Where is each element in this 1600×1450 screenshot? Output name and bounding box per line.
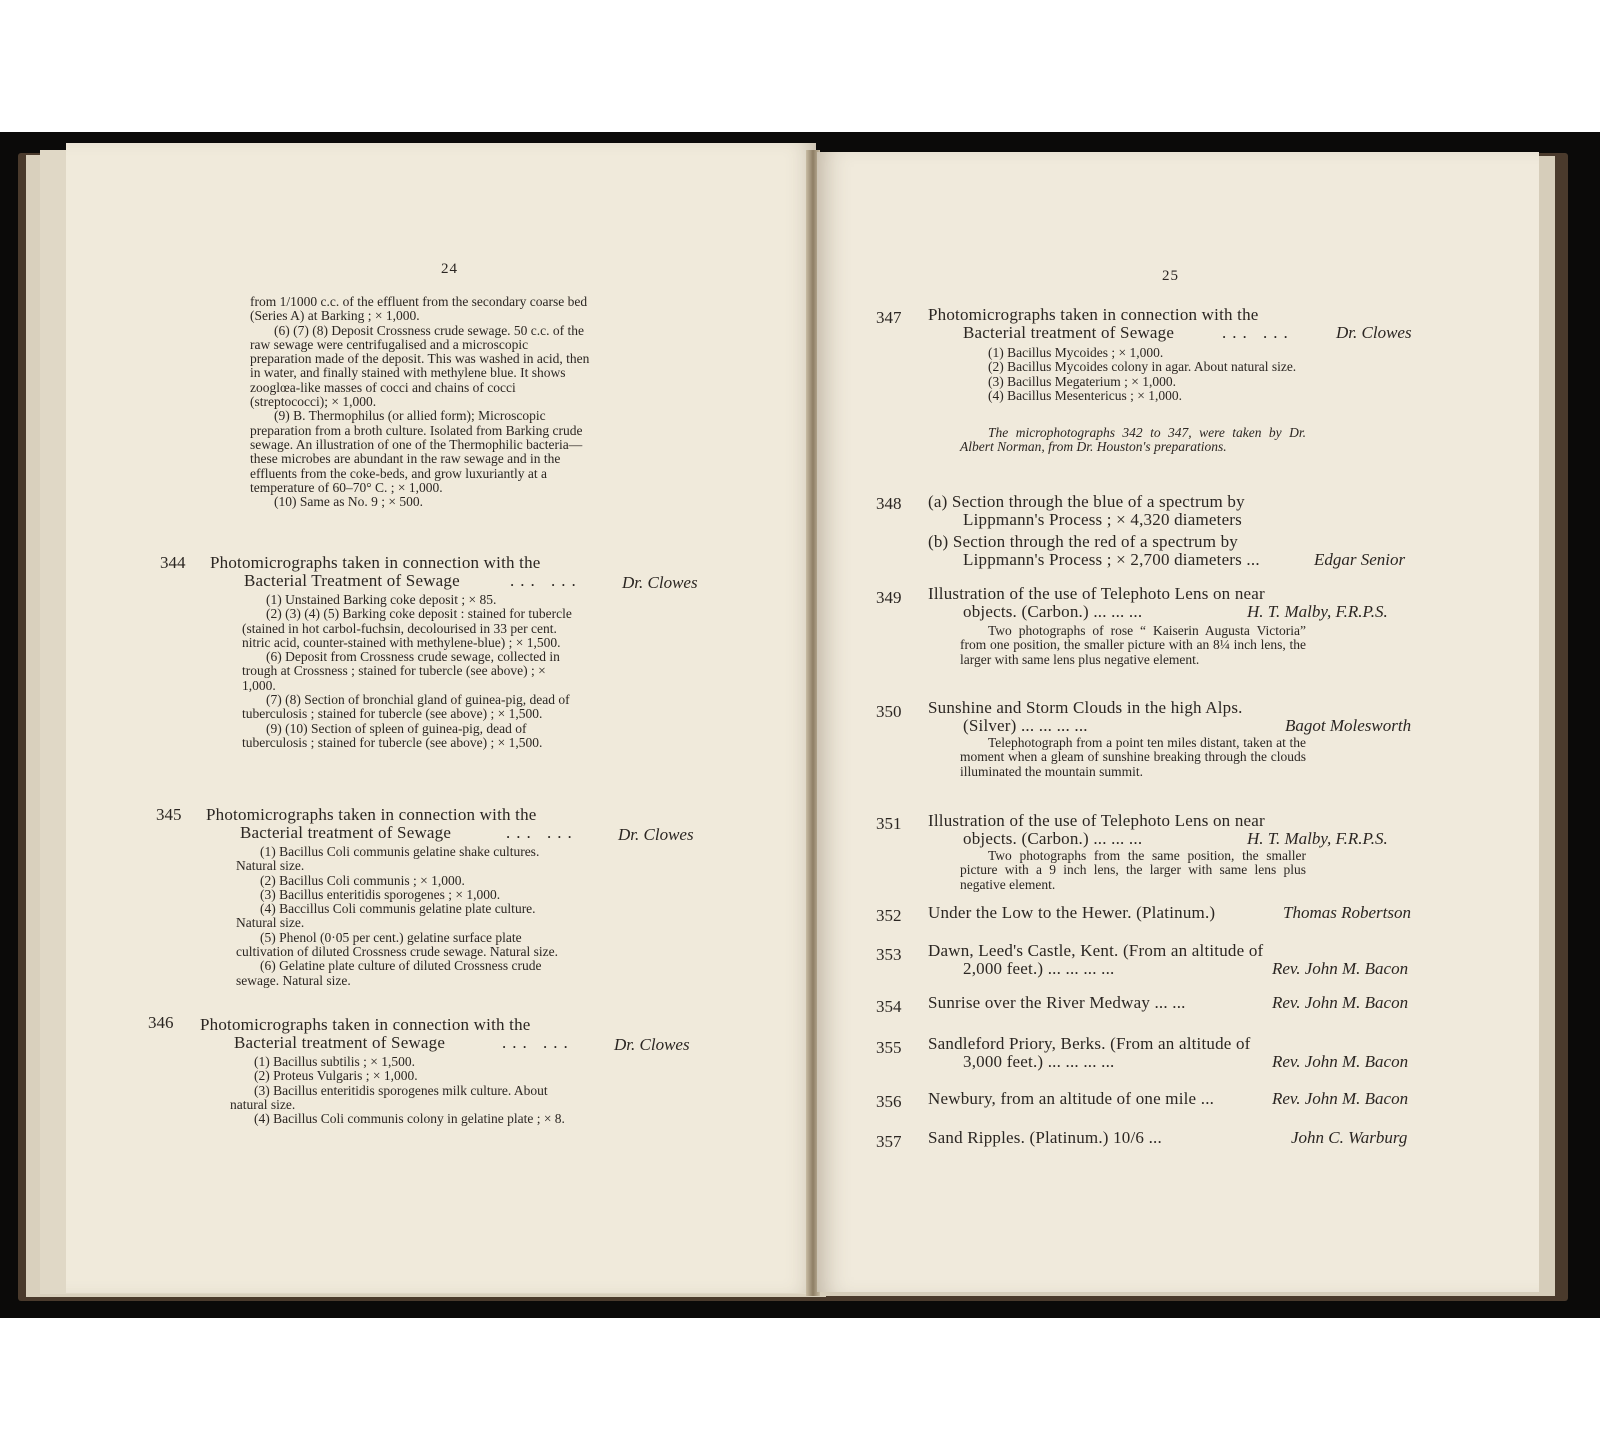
entry-title-351-line2: objects. (Carbon.) ... ... ... [963,829,1143,848]
entry-note-350 [960,736,1306,779]
entry-item: (2) Bacillus Mycoides colony in agar. About natural size. [988,359,1297,375]
entry-item: (9) (10) Section of spleen of guinea-pig, dead of tuberculosis ; stained for tubercle (see above) ; × 1,500. [242,720,543,750]
entry-leaders-345: ... ... [506,823,578,842]
entry-author-352: Thomas Robertson [1283,903,1411,922]
entry-number-346: 346 [148,1013,174,1032]
entry-item: (2) (3) (4) (5) Barking coke deposit : stained for tubercle (stained in hot carbol-fuchsin, decolourised in 33 per cent. nitric acid, counter-stained with methylene-blue) ; × 1,500. [242,606,572,650]
entry-number-352: 352 [876,906,902,925]
note-text: Two photographs of rose “ Kaiserin Augusta Victoria” from one position, the smaller picture with an 8¼ inch lens, the larger with same lens plus negative element. [960,623,1306,667]
entry-item: (4) Bacillus Coli communis colony in gelatine plate ; × 8. [254,1111,565,1127]
entry-title-354: Sunrise over the River Medway ... ... [928,993,1186,1012]
continuation-line: (10) Same as No. 9 ; × 500. [274,494,423,510]
entry-item: (6) Gelatine plate culture of diluted Crossness crude sewage. Natural size. [236,958,542,988]
entry-348-b-line2: Lippmann's Process ; × 2,700 diameters ... [963,550,1260,569]
continuation-line: (9) B. Thermophilus (or allied form); Microscopic preparation from a broth culture. Isolated from Barking crude sewage. An illustration of one of the Thermophilic bacteria—these microbes are abundant in the raw sewage and in the effluents from the coke-beds, and grow luxuriantly at a temperature of 60–70° C. ; × 1,000. [250,408,583,495]
page-number-left: 24 [441,261,458,277]
entry-number-344: 344 [160,553,186,572]
entry-author-349: H. T. Malby, F.R.P.S. [1247,602,1388,621]
entry-item: (3) Bacillus Megaterium ; × 1,000. [988,373,1176,389]
entry-item: (5) Phenol (0·05 per cent.) gelatine surface plate cultivation of diluted Crossness crude sewage. Natural size. [236,929,559,960]
entry-number-356: 356 [876,1092,902,1111]
entry-title-353: Dawn, Leed's Castle, Kent. (From an altitude of [928,941,1264,960]
entry-number-348: 348 [876,494,902,513]
entry-number-357: 357 [876,1132,902,1151]
entry-author-356: Rev. John M. Bacon [1272,1089,1409,1108]
entry-author-347: Dr. Clowes [1336,323,1412,342]
entry-title-346-line2: Bacterial treatment of Sewage [234,1033,446,1052]
entry-item: (4) Baccillus Coli communis gelatine plate culture. Natural size. [236,901,536,931]
entry-item: (1) Unstained Barking coke deposit ; × 85. [266,592,497,607]
entry-title-346: Photomicrographs taken in connection with the [200,1015,531,1034]
page-number-right: 25 [1162,268,1179,284]
entry-item: (7) (8) Section of bronchial gland of guinea-pig, dead of tuberculosis ; stained for tubercle (see above) ; × 1,500. [242,692,570,722]
note-text: Two photographs from the same position, the smaller picture with a 9 inch lens, the larger with same lens plus negative element. [960,848,1306,892]
entry-item: (1) Bacillus subtilis ; × 1,500. [254,1054,415,1069]
entry-leaders-346: ... ... [502,1033,574,1052]
entry-title-345: Photomicrographs taken in connection with the [206,805,537,824]
entry-item: (6) Deposit from Crossness crude sewage, collected in trough at Crossness ; stained for tubercle (see above) ; × 1,000. [242,649,560,693]
entry-number-355: 355 [876,1038,902,1057]
entry-author-355: Rev. John M. Bacon [1272,1052,1409,1071]
entry-title-349-line2: objects. (Carbon.) ... ... ... [963,602,1143,621]
entry-number-354: 354 [876,997,902,1016]
entry-note-349 [960,624,1306,667]
entry-title-355: Sandleford Priory, Berks. (From an altitude of [928,1034,1251,1053]
entry-title-345-line2: Bacterial treatment of Sewage [240,823,452,842]
entry-title-347-line2: Bacterial treatment of Sewage [963,323,1175,342]
entry-title-347: Photomicrographs taken in connection with the [928,305,1259,324]
continuation-line: from 1/1000 c.c. of the effluent from the secondary coarse bed (Series A) at Barking ; × 1,000. [250,294,588,324]
entry-number-350: 350 [876,702,902,721]
entry-title-353-line2: 2,000 feet.) ... ... ... ... [963,959,1115,978]
entry-title-355-line2: 3,000 feet.) ... ... ... ... [963,1052,1115,1071]
entry-title-344-line2: Bacterial Treatment of Sewage [244,571,460,590]
entry-note-351 [960,849,1306,892]
entry-leaders-347: ... ... [1222,323,1294,342]
entry-items-347 [960,346,1306,403]
entry-item: (1) Bacillus Coli communis gelatine shake cultures. Natural size. [236,844,540,874]
entry-number-351: 351 [876,814,902,833]
entry-items-346 [230,1055,572,1126]
entry-348-a-line2: Lippmann's Process ; × 4,320 diameters [963,510,1242,529]
entry-item: (3) Bacillus enteritidis sporogenes ; × 1,000. [260,886,501,902]
continuation-line: (6) (7) (8) Deposit Crossness crude sewage. 50 c.c. of the raw sewage were centrifugalised and a microscopic preparation made of the deposit. This was washed in acid, then in water, and finally stained with methylene blue. It shows zooglœa-like masses of cocci and chains of cocci (streptococci); × 1,000. [250,322,590,410]
right-page [817,152,1539,1292]
entry-item: (3) Bacillus enteritidis sporogenes milk culture. About natural size. [230,1082,548,1112]
entry-number-347: 347 [876,308,902,327]
entry-leaders-344: ... ... [510,571,582,590]
entry-item: (2) Proteus Vulgaris ; × 1,000. [254,1068,418,1084]
entry-348-a-line1: (a) Section through the blue of a spectrum by [928,492,1245,511]
entry-author-351: H. T. Malby, F.R.P.S. [1247,829,1388,848]
note-text: Telephotograph from a point ten miles distant, taken at the moment when a gleam of sunshine breaking through the clouds illuminated the mountain summit. [960,735,1306,779]
entry-title-356: Newbury, from an altitude of one mile ... [928,1089,1215,1108]
entry-item: (4) Bacillus Mesentericus ; × 1,000. [988,387,1182,403]
entry-number-345: 345 [156,805,182,824]
entry-author-345: Dr. Clowes [618,825,694,844]
entry-title-351: Illustration of the use of Telephoto Lens on near [928,811,1265,830]
entry-author-354: Rev. John M. Bacon [1272,993,1409,1012]
entry-title-349: Illustration of the use of Telephoto Lens on near [928,584,1265,603]
entry-number-353: 353 [876,945,902,964]
entry-author-353: Rev. John M. Bacon [1272,959,1409,978]
entry-author-348: Edgar Senior [1314,550,1406,569]
left-page [66,143,816,1293]
entry-items-345 [236,845,578,988]
entry-author-357: John C. Warburg [1291,1128,1408,1147]
note-text: The microphotographs 342 to 347, were taken by Dr. Albert Norman, from Dr. Houston's preparations. [960,425,1306,455]
entry-author-350: Bagot Molesworth [1285,716,1412,735]
entry-348-b-line1: (b) Section through the red of a spectrum by [928,532,1238,551]
entry-item: (2) Bacillus Coli communis ; × 1,000. [260,872,465,888]
entry-title-357: Sand Ripples. (Platinum.) 10/6 ... [928,1128,1162,1147]
entry-title-350: Sunshine and Storm Clouds in the high Alps. [928,698,1243,717]
entry-title-352: Under the Low to the Hewer. (Platinum.) [928,903,1216,922]
entry-title-350-line2: (Silver) ... ... ... ... [963,716,1088,735]
continuation-text [250,295,592,509]
entry-author-346: Dr. Clowes [614,1035,690,1054]
entry-author-344: Dr. Clowes [622,573,698,592]
entry-item: (1) Bacillus Mycoides ; × 1,000. [988,345,1164,360]
entry-items-344 [242,593,582,750]
entry-number-349: 349 [876,588,902,607]
entry-title-344: Photomicrographs taken in connection with the [210,553,541,572]
entry-note-347 [960,426,1306,455]
